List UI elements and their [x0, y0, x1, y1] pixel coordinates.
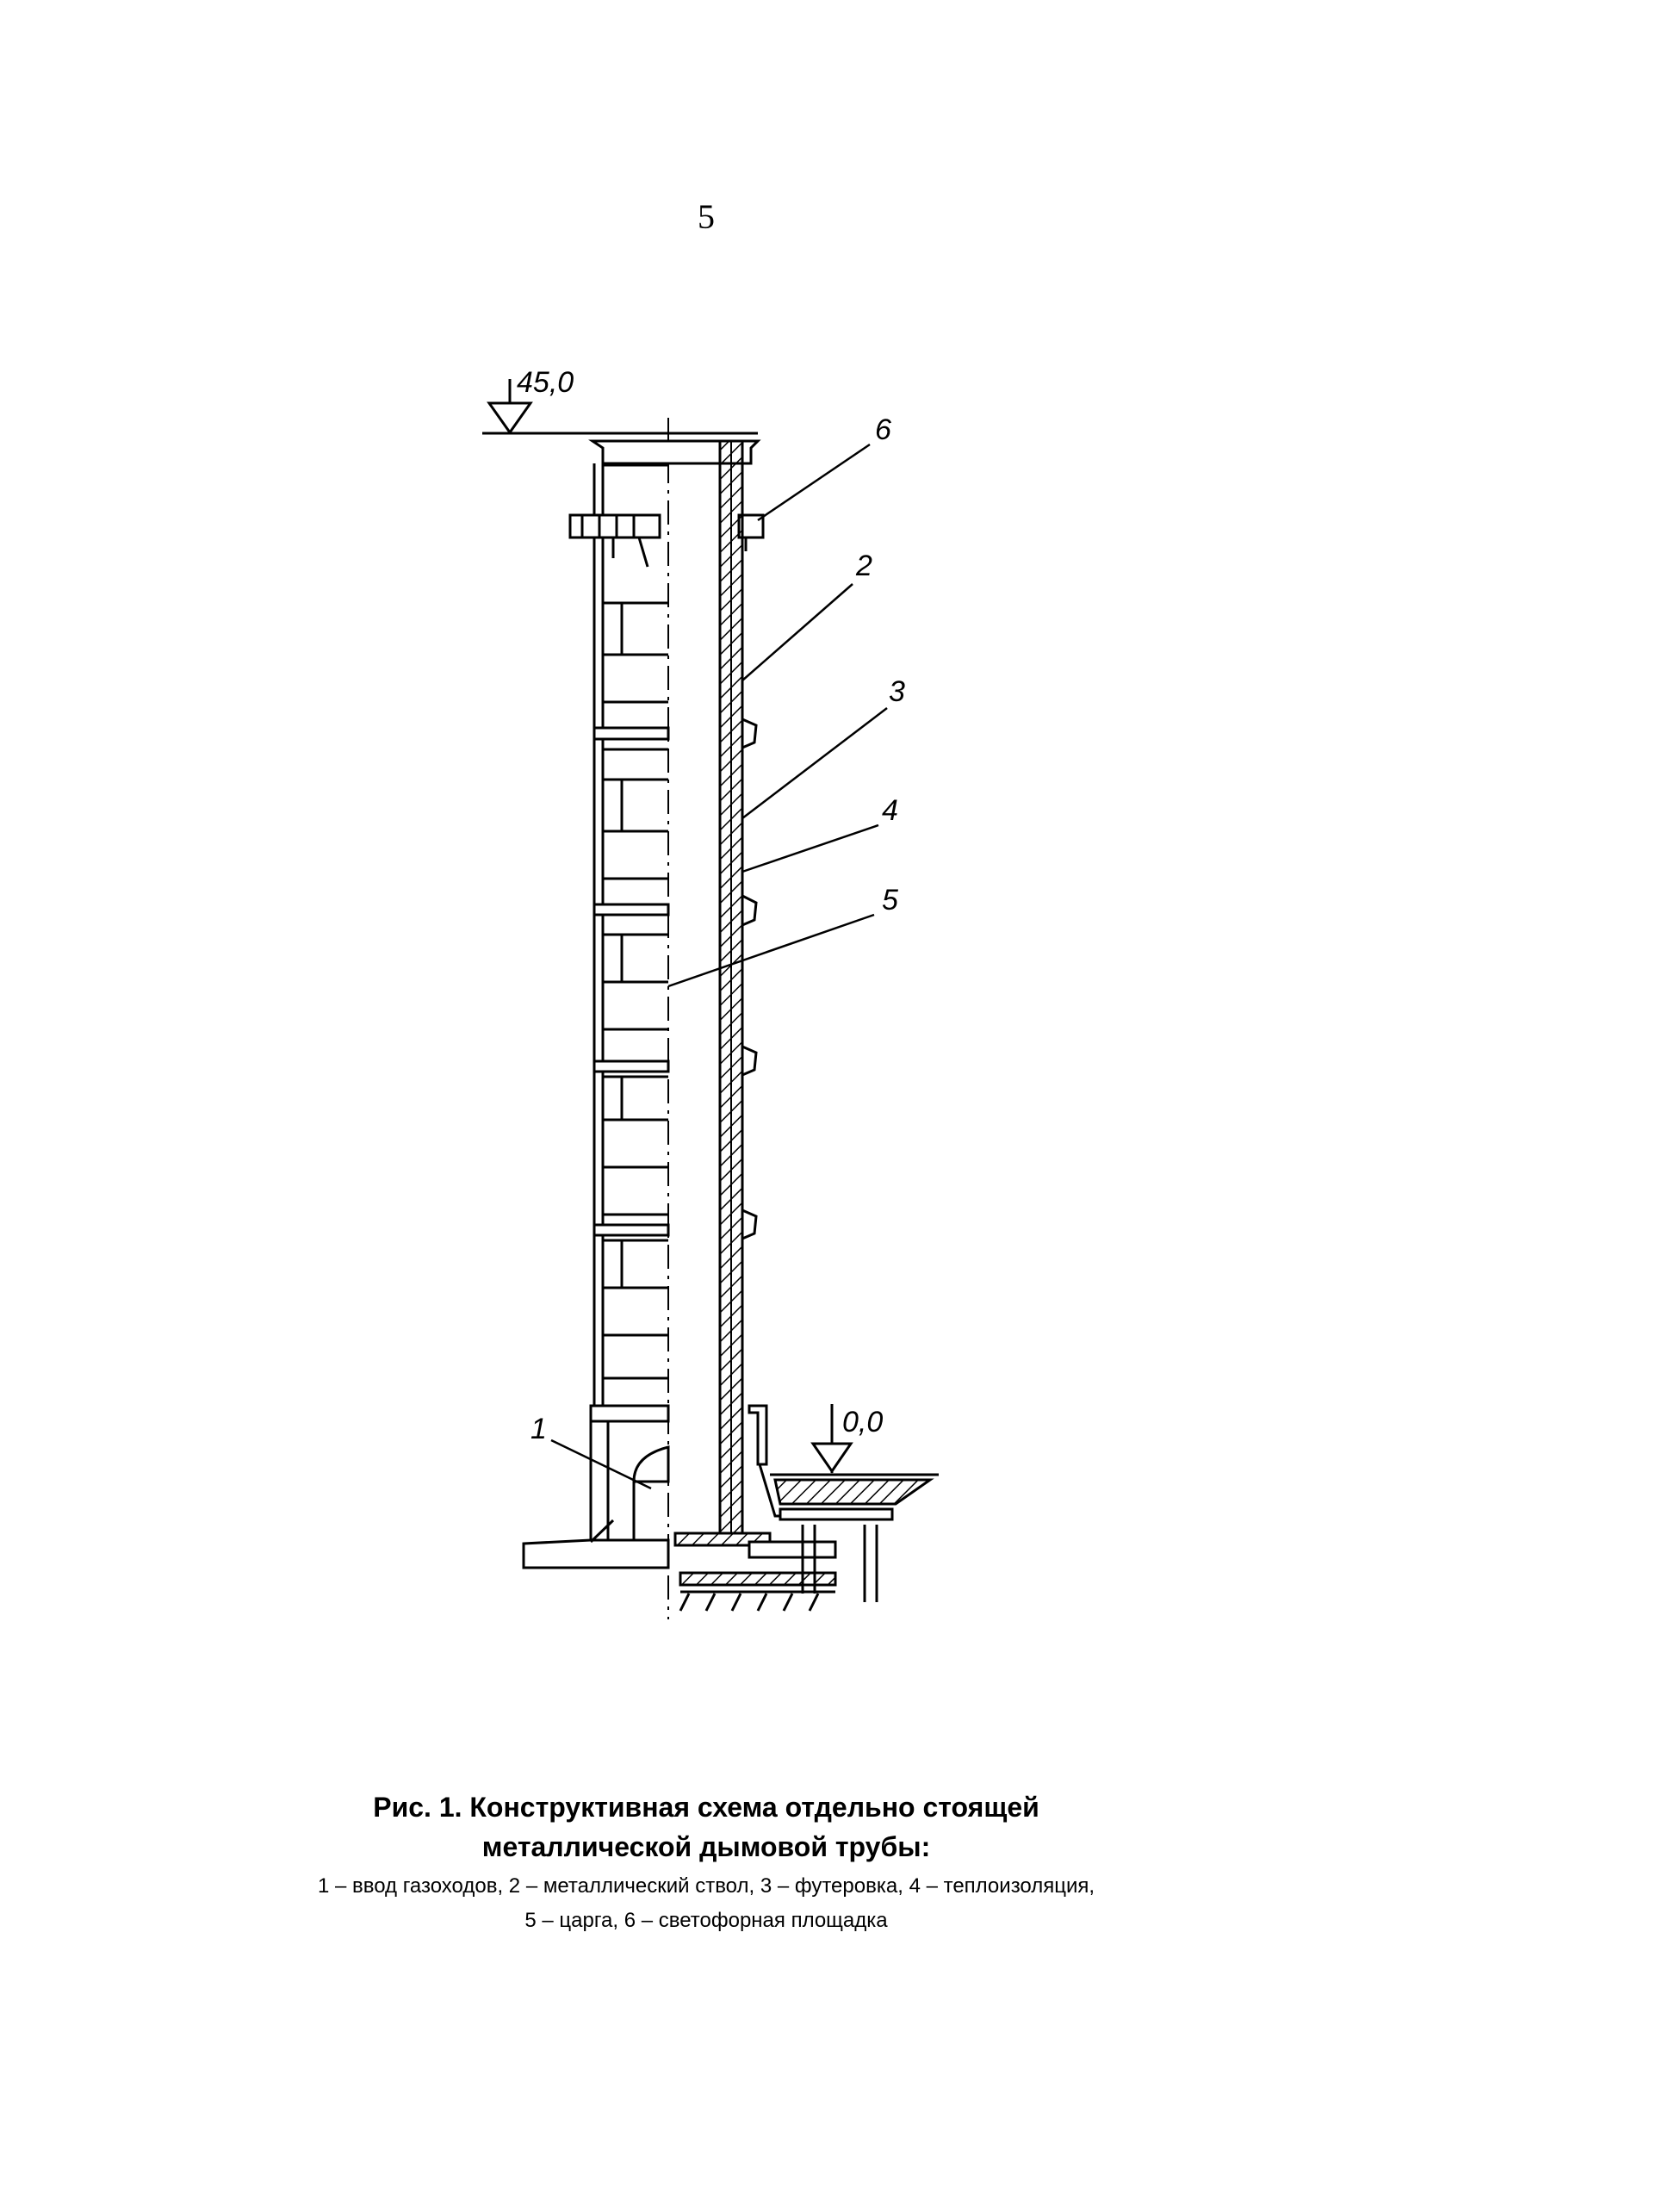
callout-1: 1	[530, 1413, 547, 1445]
elevation-top-label: 45,0	[517, 366, 574, 399]
callout-4: 4	[882, 794, 898, 827]
caption-legend-line2: 5 – царга, 6 – светофорная площадка	[524, 1909, 888, 1932]
caption-title-line1: Рис. 1. Конструктивная схема отдельно стоящей	[373, 1792, 1039, 1823]
callout-5: 5	[882, 884, 898, 916]
callout-2: 2	[856, 550, 872, 582]
elevation-ground-label: 0,0	[842, 1406, 884, 1438]
right-stiffeners	[742, 719, 756, 1239]
caption-title-line2: металлической дымовой трубы:	[481, 1831, 931, 1862]
callout-3: 3	[889, 675, 905, 708]
outer-shell	[594, 463, 603, 1406]
metal-shell-lining	[720, 441, 742, 1533]
elevation-mark-ground	[813, 1404, 883, 1473]
elevation-mark-top	[482, 366, 758, 433]
caption-legend-line1: 1 – ввод газоходов, 2 – металлический ствол, 3 – футеровка, 4 – теплоизоляция,	[317, 1874, 1095, 1898]
page-number: 5	[698, 197, 715, 236]
figure-caption	[0, 1787, 1412, 1936]
brick-courses	[603, 465, 668, 1406]
callout-6: 6	[875, 413, 891, 446]
